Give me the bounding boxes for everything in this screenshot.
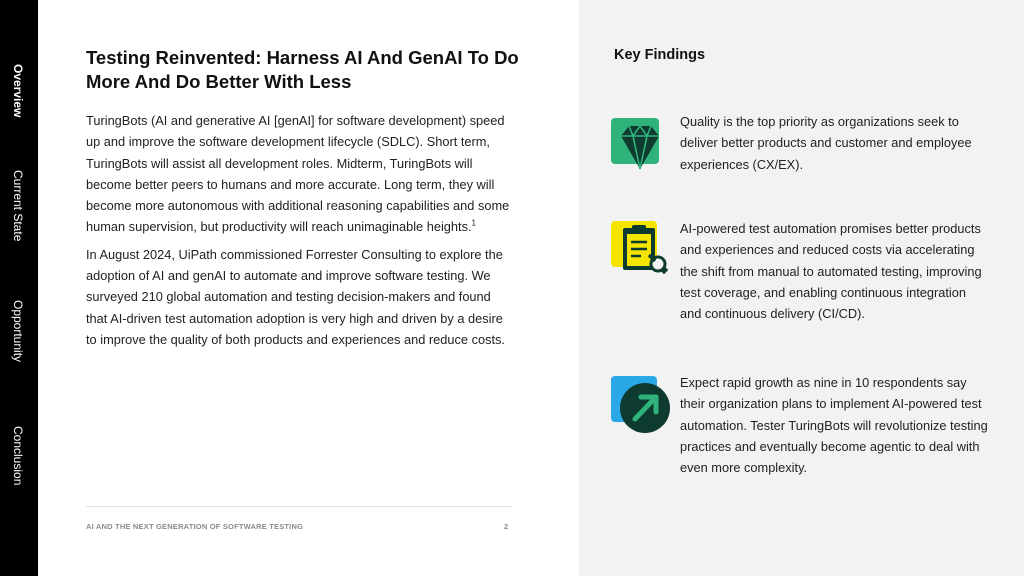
page-title: Testing Reinvented: Harness AI And GenAI To Do More And Do Better With Less xyxy=(86,47,519,92)
footer-title: AI AND THE NEXT GENERATION OF SOFTWARE TESTING xyxy=(86,522,304,531)
nav-item-opportunity[interactable]: Opportunity xyxy=(11,300,25,363)
growth-arrow-icon xyxy=(611,374,671,434)
diamond-icon xyxy=(611,116,671,176)
side-navigation xyxy=(0,0,38,576)
key-findings-panel xyxy=(579,0,1024,576)
main-content xyxy=(38,0,579,576)
finding-text-growth: Expect rapid growth as nine in 10 respondents say their organization plans to implement AI-powered test automation. Tester TuringBots will revolutionize testing practices and eventually become agentic to deal with even more complexity. xyxy=(680,375,988,476)
clipboard-wrench-icon xyxy=(611,218,671,278)
study-paragraph: In August 2024, UiPath commissioned Forrester Consulting to explore the adoption of AI and genAI to automate and improve software testing. We surveyed 210 global automation and testing decision-makers and found that AI-driven test automation adoption is very high and driven by a desire to improve the quality of both products and experiences and reduce costs. xyxy=(86,246,505,347)
page-number: 2 xyxy=(504,522,509,531)
footer-divider xyxy=(86,506,512,507)
nav-item-current-state[interactable]: Current State xyxy=(11,170,25,242)
body-text xyxy=(86,110,514,356)
nav-item-overview[interactable]: Overview xyxy=(11,64,25,118)
intro-paragraph xyxy=(86,110,514,238)
intro-paragraph-text: TuringBots (AI and generative AI [genAI] for software development) speed up and improve the software development lifecycle (SDLC). Short term, TuringBots will assist all development roles. Midterm, TuringBots will become better peers to humans and more accurate. Long term, they will become more autonomous with additional reasoning capabilities and some human supervision, but productivity will reach unimaginable heights. xyxy=(86,113,510,235)
finding-text-automation: AI-powered test automation promises better products and experiences and reduced costs via accelerating the shift from manual to automated testing, improving test coverage, and enabling continuous integration and continuous delivery (CI/CD). xyxy=(680,221,982,322)
finding-text-quality: Quality is the top priority as organizations seek to deliver better products and customer and employee experiences (CX/EX). xyxy=(680,114,972,172)
footnote-reference[interactable]: 1 xyxy=(471,219,476,229)
nav-item-conclusion[interactable]: Conclusion xyxy=(11,426,25,486)
key-findings-title: Key Findings xyxy=(614,47,706,63)
